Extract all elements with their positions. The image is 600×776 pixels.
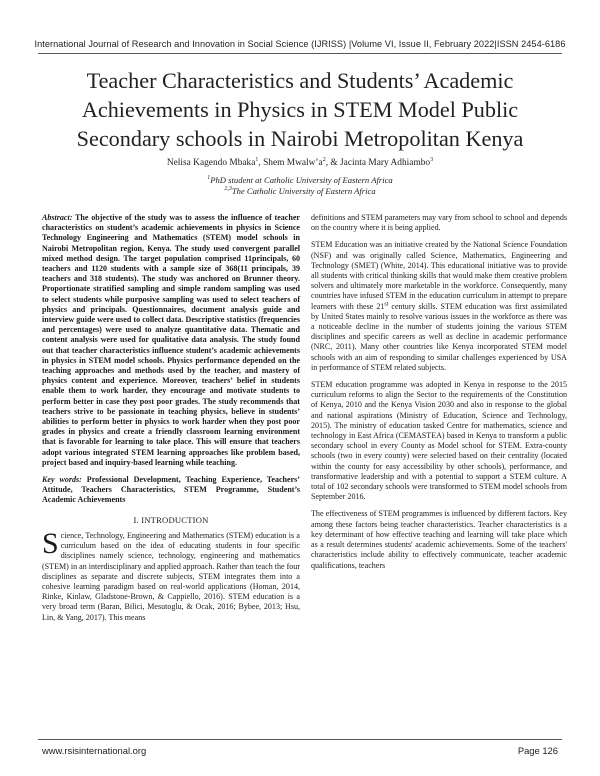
stem-origin-sup: st (384, 300, 389, 307)
author-2: Shem Mwalw’a (263, 158, 323, 168)
paragraph-definitions: definitions and STEM parameters may vary from school to school and depends on the country where it is being applied. (311, 213, 567, 233)
author-separator-2: , & (325, 158, 341, 168)
author-3-sup: 3 (430, 156, 434, 163)
affiliation-1 (0, 175, 600, 185)
paper-title (40, 66, 560, 153)
title-line-2: Achievements in Physics in STEM Model Public (81, 97, 519, 122)
affiliation-2-sup: 2,3 (224, 186, 232, 193)
keywords (42, 475, 300, 506)
dropcap: S (42, 526, 59, 560)
footer-page-number: Page 126 (517, 745, 558, 756)
author-2-sup: 2 (322, 156, 326, 163)
introduction-heading: I. INTRODUCTION (133, 514, 209, 525)
paragraph-effectiveness: The effectiveness of STEM programmes is influenced by different factors. Key among these factors being teacher characteristics. Teacher characteristics is a key determinant of how effective teaching and learning will take place which as a result determines students' academic achievements. Some of the teachers' characteristics include ability to effectively communicate, teacher academic qualifications, teachers (311, 509, 567, 570)
paragraph-stem-origin (311, 240, 567, 373)
header-rule (38, 53, 562, 54)
footer-rule (38, 739, 562, 740)
affiliation-1-sup: 1 (207, 175, 211, 182)
author-3: Jacinta Mary Adhiambo (340, 158, 431, 168)
title-line-1: Teacher Characteristics and Students’ Academic (86, 68, 514, 93)
introduction-text: cience, Technology, Engineering and Mathematics (STEM) education is a curriculum based on the idea of educating students in four specific disciplines namely science, technology, engineering and mathematics (STEM) in an interdisciplinary and applied approach. Rather than teach the four disciplines as separate and discrete subjects, STEM integrates them into a cohesive learning paradigm based on real-world applications (Homan, 2014, Rinke, Kinlaw, Gladstone-Brown, & Cappiello, 2016). STEM education is a very broad term (Baran, Bilici, Mesutoglu, & Ocak, 2016; Bybee, 2013; Hsu, Lin, & Yang, 2017). This means (42, 530, 300, 622)
affiliation-2-text: The Catholic University of Eastern Africa (231, 186, 376, 196)
title-line-3: Secondary schools in Nairobi Metropolitan Kenya (76, 126, 524, 151)
author-1: Nelisa Kagendo Mbaka (166, 158, 256, 168)
author-list (0, 158, 600, 168)
right-column (311, 213, 567, 571)
footer-website: www.rsisinternational.org (42, 745, 147, 756)
affiliation-2 (0, 186, 600, 196)
author-separator-1: , (258, 158, 264, 168)
introduction-paragraph (42, 526, 300, 623)
author-1-sup: 1 (255, 156, 259, 163)
affiliation-1-text: PhD student at Catholic University of Eastern Africa (210, 175, 393, 185)
stem-origin-text-a: STEM Education was an initiative created by the National Science Foundation (NSF) and was originally called Science, Mathematics, Engineering and Technology (SMET) (White, 2014). This educational initiative was to provide all students with critical thinking skills that would make them creative problem solvers and ultimately more marketable in the workforce. Consequently, many countries have infused STEM in the education curriculum in attempt to prepare learners with these 21 (311, 240, 567, 311)
abstract-label: Abstract: (42, 213, 73, 222)
abstract-text: The objective of the study was to assess the influence of teacher characteristics on student’s academic achievements in physics in Science Technology Engineering and Mathematics (STEM) model schools in Nairobi Metropolitan region, Kenya. The study used convergent parallel mixed method design. The target population comprised 11principals, 60 teachers and 1120 students with a sample size of 368(11 principals, 39 teachers and 318 students). The study was anchored on Brunner theory. Proportionate stratified sampling and simple random sampling was used to select students while purposive sampling was used to select teachers of physics and principals. Questionnaires, document analysis guide and interview guide were used to collect data. Descriptive statistics (frequencies and percentages) were used to analyze quantitative data. Thematic and content analysis were used for qualitative data analysis. The study found out that teacher characteristics influence student’s academic achievements in physics in STEM model schools. Physics performance depended on the teaching approaches and methods used by the teacher, and mastery of physics content and experience. Moreover, teachers’ belief in students enable them to work harder, they encourage and motivate students to perform better in case they post poor grades. The study recommends that teachers strive to be passionate in teaching physics, believe in students’ abilities to perform better in physics to work harder when they post poor grades in physics and create a friendly classroom learning environment that is favorable for learning to take place. This will ensure that teachers adopt various integrated STEM learning approaches like problem based, project based and inquiry-based learning while teaching. (42, 213, 300, 467)
abstract (42, 213, 300, 468)
keywords-text: Professional Development, Teaching Experience, Teachers’ Attitude, Teachers Characteristics, STEM Programme, Student’s Academic Achievements (42, 475, 300, 505)
left-column (42, 213, 300, 623)
keywords-label: Key words: (42, 475, 82, 485)
stem-origin-text-b: century skills. STEM education was first assimilated by United States mainly to resolve various issues in the workforce as there was a noticeable decline in the number of students joining the various STEM disciplines and specific careers as well as decline in academic performance (NRC, 2011). Many other countries like Kenya incorporated STEM model schools with an aim of responding to similar challenges experienced by USA in performance of STEM related subjects. (311, 301, 567, 372)
paragraph-kenya-adoption: STEM education programme was adopted in Kenya in response to the 2015 curriculum reforms to align the Sector to the requirements of the Constitution of Kenya, 2010 and the Kenya Vision 2030 and also in response to the global and national aspirations (Ministry of Education, Science and Technology, 2015). The ministry of education tasked Centre for mathematics, science and technology in East Africa (CEMASTEA) based in Kenya to transform a public secondary school in every County as Model school for STEM. Extra-county schools (two in every county) were selected based on their centrality (located within the county for easy accessibility by other schools), performance, and transformative leadership and with a potential to support a STEM culture. A total of 102 secondary schools were transformed to STEM model schools from September 2016. (311, 380, 567, 502)
journal-header: International Journal of Research and Innovation in Social Science (IJRISS) |Volume VI, Issue II, February 2022|ISSN 2454-6186 (34, 39, 566, 49)
